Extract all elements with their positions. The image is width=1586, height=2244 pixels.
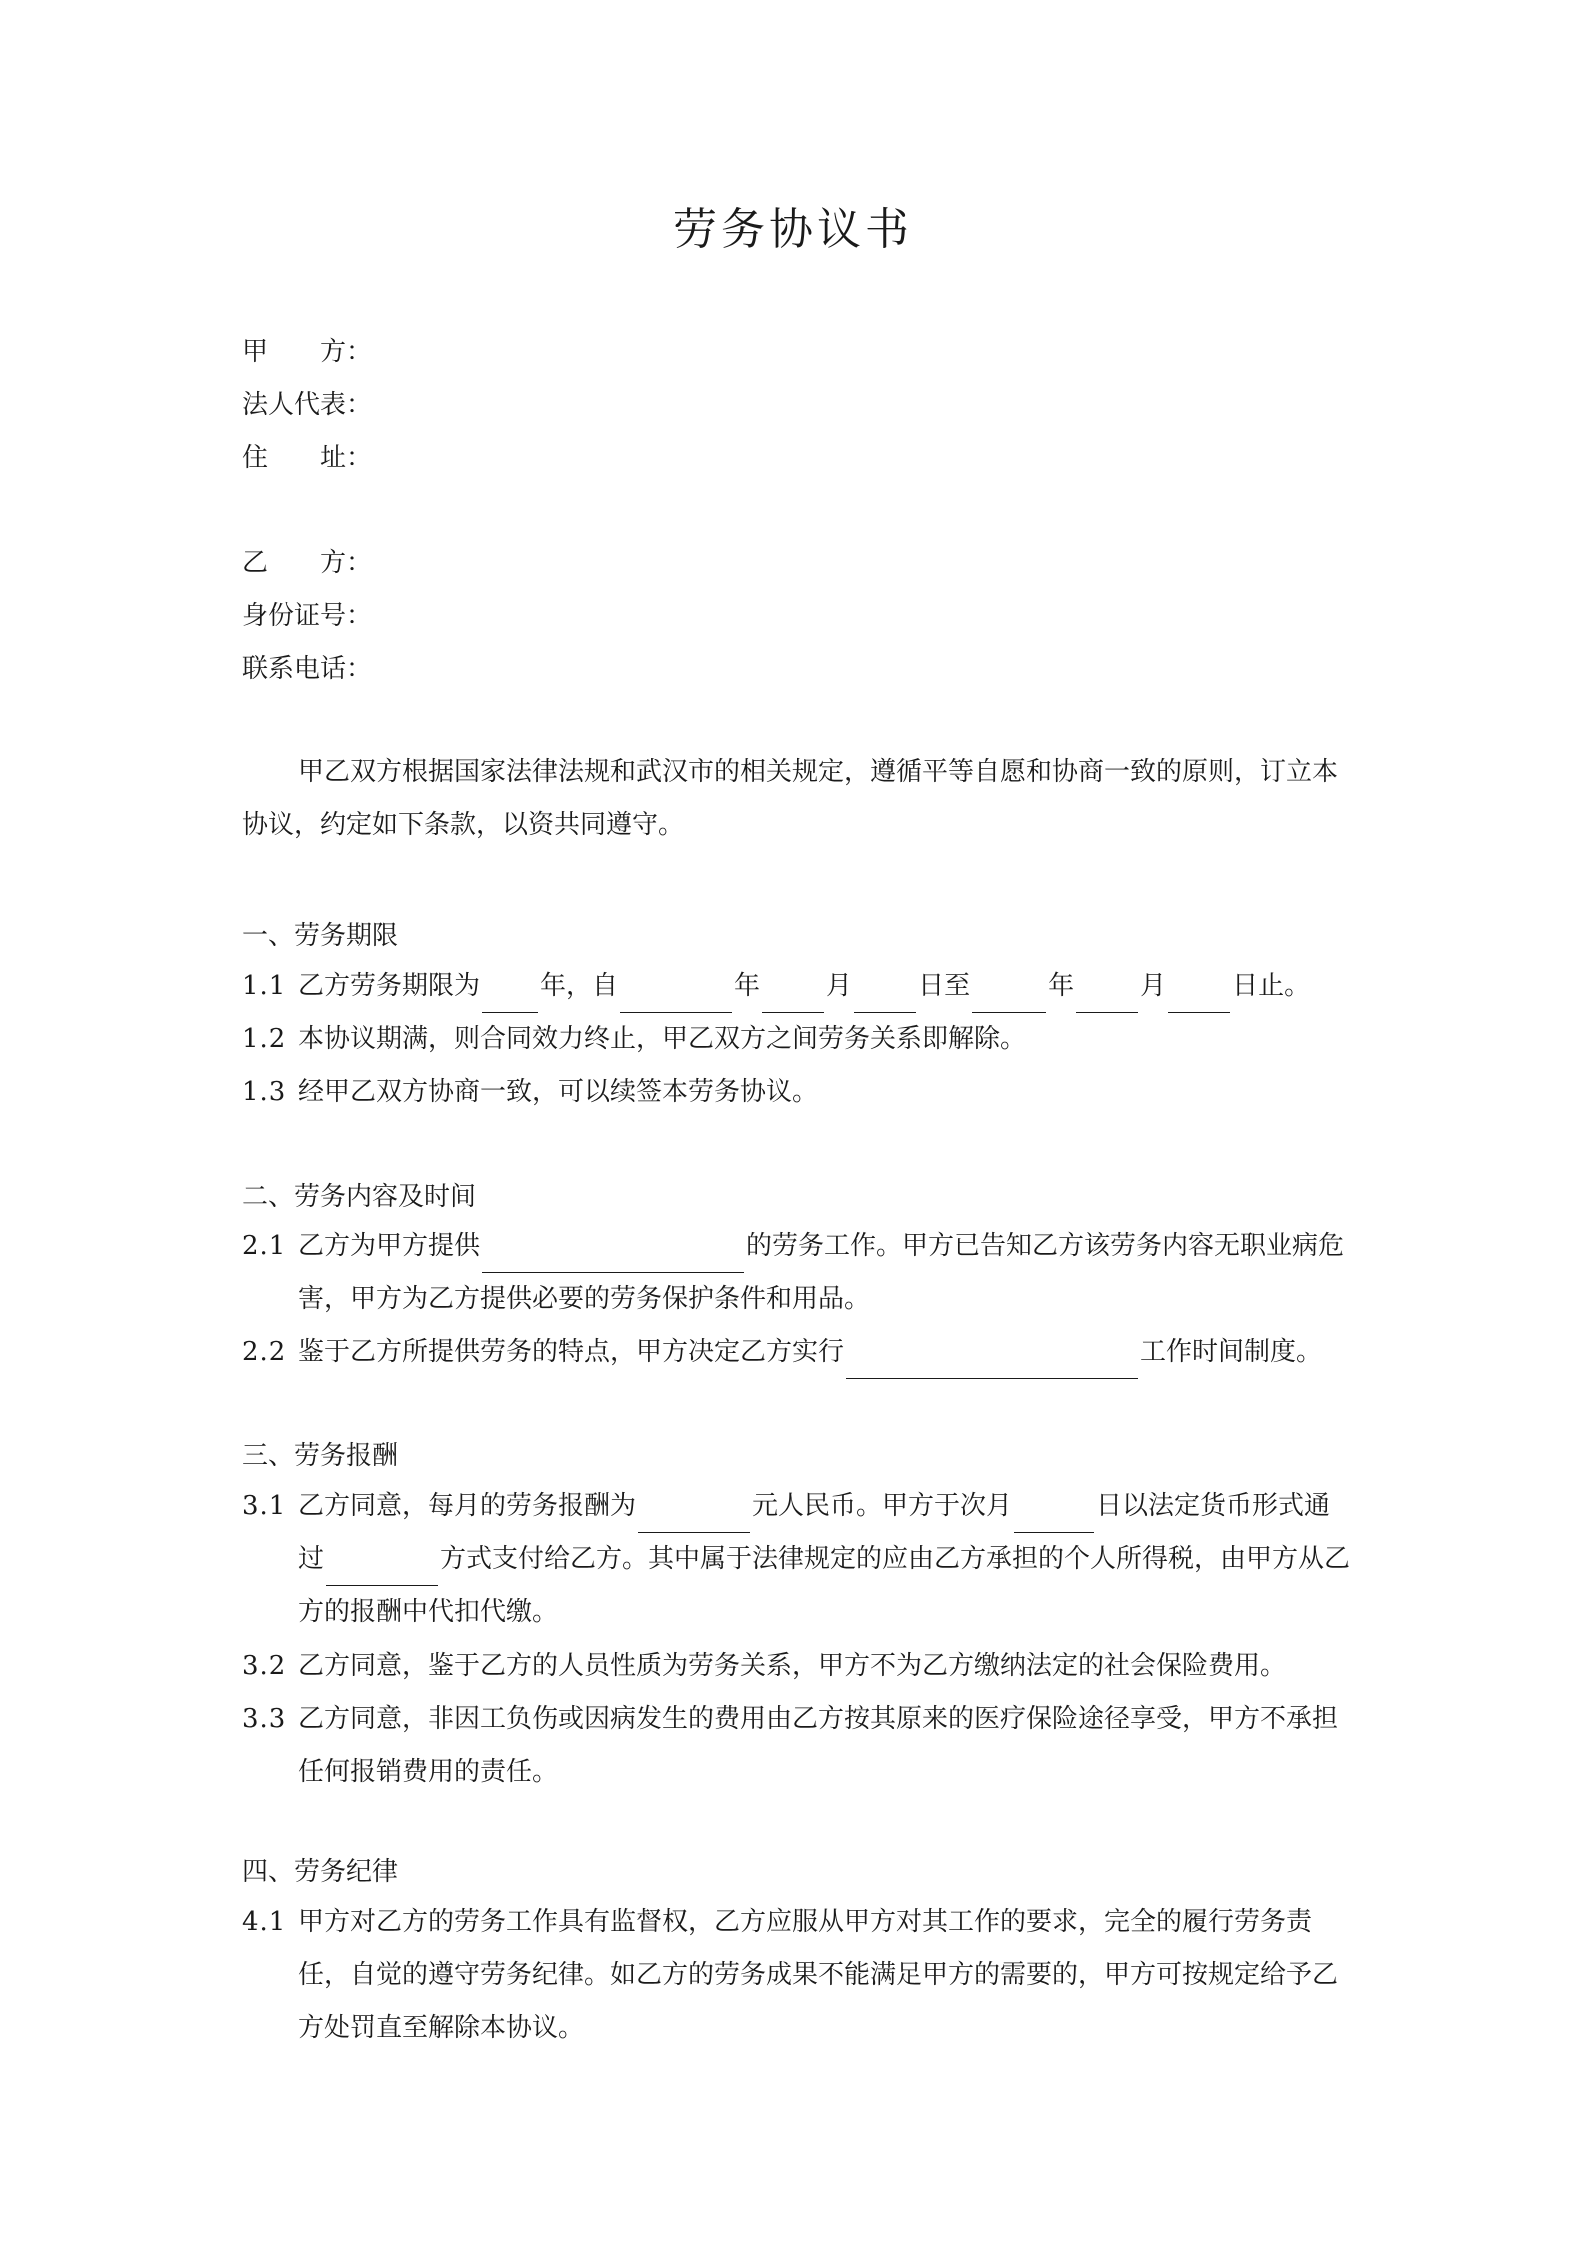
clause-text: 本协议期满，则合同效力终止，甲乙双方之间劳务关系即解除。 bbox=[298, 1024, 1027, 1054]
clause-number: 1.2 bbox=[242, 1024, 287, 1054]
blank-field bbox=[1076, 982, 1138, 1013]
legal-rep-label: 法人代表： bbox=[242, 390, 373, 420]
blank-field bbox=[482, 1242, 744, 1273]
clause-2-2 bbox=[242, 1326, 1352, 1379]
id-number-label: 身份证号： bbox=[242, 601, 373, 631]
blank-field bbox=[846, 1348, 1138, 1379]
section-heading-4: 四、劳务纪律 bbox=[242, 1857, 399, 1887]
clause-text: 鉴于乙方所提供劳务的特点，甲方决定乙方实行 bbox=[298, 1337, 845, 1367]
page-title: 劳务协议书 bbox=[673, 204, 913, 255]
party-b-label: 乙 方： bbox=[242, 548, 373, 578]
blank-field bbox=[1168, 982, 1230, 1013]
section-heading-2: 二、劳务内容及时间 bbox=[242, 1182, 477, 1212]
clause-number: 1.1 bbox=[242, 971, 287, 1001]
clause-text: 年 bbox=[1048, 971, 1075, 1001]
clause-3-2 bbox=[242, 1640, 1352, 1693]
clause-text: 甲方对乙方的劳务工作具有监督权，乙方应服从甲方对其工作的要求，完全的履行劳务责任，自觉的遵守劳务纪律。如乙方的劳务成果不能满足甲方的需要的，甲方可按规定给予乙方处罚直至解除本协议。 bbox=[298, 1907, 1339, 2043]
clause-number: 2.2 bbox=[242, 1337, 287, 1367]
clause-text: 月 bbox=[1140, 971, 1167, 1001]
clause-1-3 bbox=[242, 1066, 1352, 1119]
clause-3-1 bbox=[242, 1480, 1352, 1639]
blank-field bbox=[482, 982, 538, 1013]
clause-number: 2.1 bbox=[242, 1231, 287, 1261]
phone-label: 联系电话： bbox=[242, 654, 373, 684]
clause-text: 乙方劳务期限为 bbox=[298, 971, 481, 1001]
blank-field bbox=[1014, 1502, 1094, 1533]
clause-text: 乙方同意，每月的劳务报酬为 bbox=[298, 1491, 637, 1521]
party-a-label: 甲 方： bbox=[242, 337, 373, 367]
clause-text: 经甲乙双方协商一致，可以续签本劳务协议。 bbox=[298, 1077, 819, 1107]
clause-text: 日至 bbox=[918, 971, 971, 1001]
preamble: 甲乙双方根据国家法律法规和武汉市的相关规定，遵循平等自愿和协商一致的原则，订立本协议，约定如下条款，以资共同遵守。 bbox=[242, 757, 1339, 840]
clause-text: 年 bbox=[734, 971, 761, 1001]
clause-number: 3.2 bbox=[242, 1651, 287, 1681]
clause-text: 日止。 bbox=[1232, 971, 1311, 1001]
clause-text: 日以法定货币形式通过 bbox=[298, 1491, 1331, 1574]
blank-field bbox=[854, 982, 916, 1013]
clause-number: 4.1 bbox=[242, 1907, 287, 1937]
clause-4-1 bbox=[242, 1896, 1352, 2055]
section-heading-1: 一、劳务期限 bbox=[242, 921, 399, 951]
blank-field bbox=[326, 1555, 438, 1586]
blank-field bbox=[972, 982, 1046, 1013]
clause-1-2 bbox=[242, 1013, 1352, 1066]
address-label: 住 址： bbox=[242, 443, 373, 473]
section-heading-3: 三、劳务报酬 bbox=[242, 1441, 399, 1471]
clause-3-3 bbox=[242, 1693, 1352, 1799]
clause-text: 年，自 bbox=[540, 971, 619, 1001]
clause-text: 乙方同意，非因工负伤或因病发生的费用由乙方按其原来的医疗保险途径享受，甲方不承担任何报销费用的责任。 bbox=[298, 1704, 1339, 1787]
blank-field bbox=[762, 982, 824, 1013]
clause-text: 元人民币。甲方于次月 bbox=[752, 1491, 1013, 1521]
clause-text: 乙方同意，鉴于乙方的人员性质为劳务关系，甲方不为乙方缴纳法定的社会保险费用。 bbox=[298, 1651, 1287, 1681]
clause-text: 工作时间制度。 bbox=[1140, 1337, 1323, 1367]
clause-text: 方式支付给乙方。其中属于法律规定的应由乙方承担的个人所得税，由甲方从乙方的报酬中代扣代缴。 bbox=[298, 1544, 1351, 1627]
blank-field bbox=[620, 982, 732, 1013]
blank-field bbox=[638, 1502, 750, 1533]
clause-number: 3.3 bbox=[242, 1704, 287, 1734]
clause-2-1 bbox=[242, 1220, 1352, 1326]
clause-text: 的劳务工作。甲方已告知乙方该劳务内容无职业病危害，甲方为乙方提供必要的劳务保护条件和用品。 bbox=[298, 1231, 1345, 1314]
clause-text: 月 bbox=[826, 971, 853, 1001]
clause-text: 乙方为甲方提供 bbox=[298, 1231, 481, 1261]
clause-1-1 bbox=[242, 960, 1352, 1013]
clause-number: 1.3 bbox=[242, 1077, 287, 1107]
clause-number: 3.1 bbox=[242, 1491, 287, 1521]
